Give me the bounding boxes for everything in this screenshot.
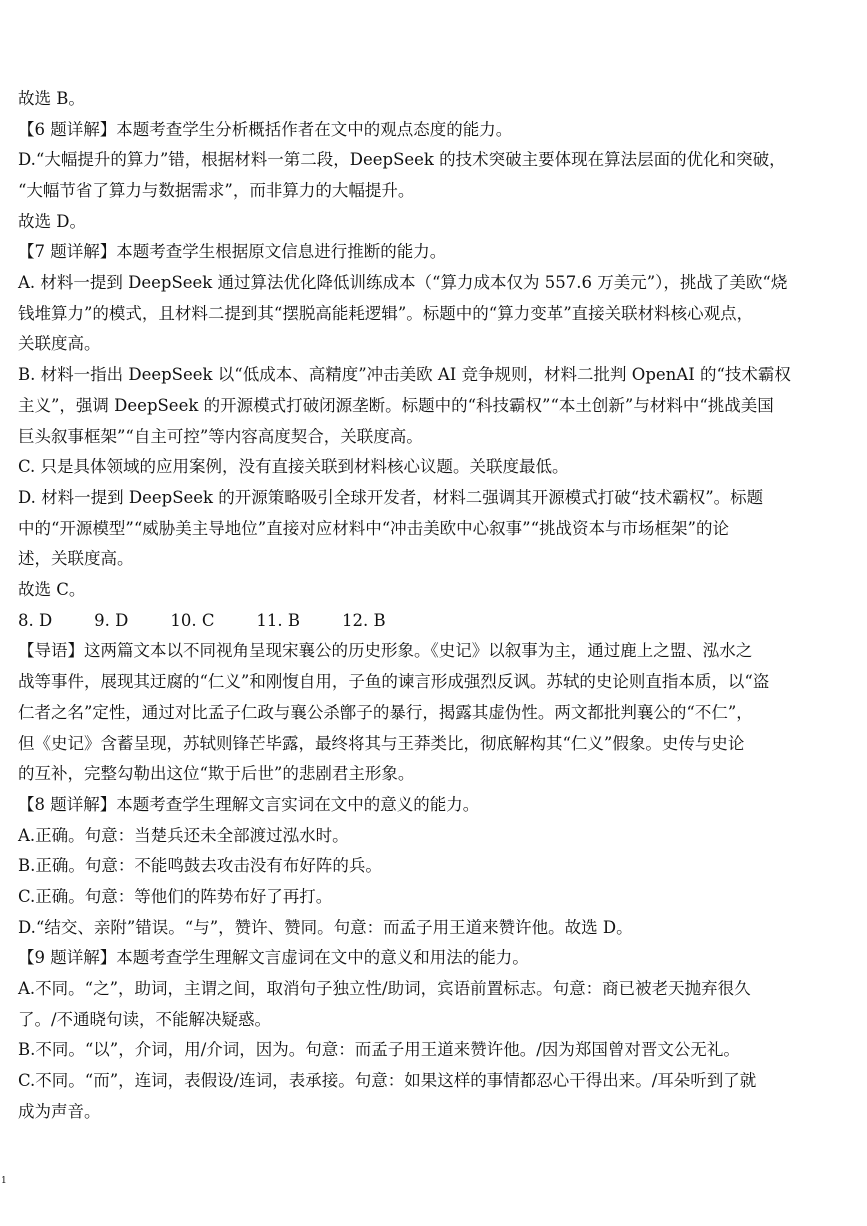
text-line: C.不同。“而”，连词，表假设/连词，表承接。句意：如果这样的事情都忍心干得出来。/耳朵听到了就 (18, 1071, 757, 1090)
answer-key-line: 8. D 9. D 10. C 11. B 12. B (18, 611, 386, 630)
text-line: 【导语】这两篇文本以不同视角呈现宋襄公的历史形象。《史记》以叙事为主，通过鹿上之盟、泓水之 (18, 641, 753, 660)
text-line: 【7 题详解】本题考查学生根据原文信息进行推断的能力。 (18, 242, 447, 261)
text-line: 的互补，完整勾勒出这位“欺于后世”的悲剧君主形象。 (18, 764, 415, 783)
text-line: C. 只是具体领域的应用案例，没有直接关联到材料核心议题。关联度最低。 (18, 457, 569, 476)
text-line: 【9 题详解】本题考查学生理解文言虚词在文中的意义和用法的能力。 (18, 948, 529, 967)
text-line: 关联度高。 (18, 334, 101, 353)
text-line: 【8 题详解】本题考查学生理解文言实词在文中的意义的能力。 (18, 795, 480, 814)
text-line: A.不同。“之”，助词，主谓之间，取消句子独立性/助词，宾语前置标志。句意：商已被老天抛弃很久 (18, 979, 751, 998)
text-line: A.正确。句意：当楚兵还未全部渡过泓水时。 (18, 826, 349, 845)
text-line: 战等事件，展现其迂腐的“仁义”和刚愎自用，子鱼的谏言形成强烈反讽。苏轼的史论则直指本质，以“盗 (18, 672, 770, 691)
text-line: 故选 C。 (18, 580, 86, 599)
text-line: D.“大幅提升的算力”错，根据材料一第二段，DeepSeek 的技术突破主要体现在算法层面的优化和突破， (18, 150, 786, 169)
text-line: 述，关联度高。 (18, 549, 134, 568)
text-line: B.正确。句意：不能鸣鼓去攻击没有布好阵的兵。 (18, 856, 382, 875)
text-line: 巨头叙事框架”“自主可控”等内容高度契合，关联度高。 (18, 427, 423, 446)
text-line: 钱堆算力”的模式，且材料二提到其“摆脱高能耗逻辑”。标题中的“算力变革”直接关联材料核心观点， (18, 304, 754, 323)
text-line: 但《史记》含蓄呈现，苏轼则锋芒毕露，最终将其与王莽类比，彻底解构其“仁义”假象。史传与史论 (18, 734, 745, 753)
text-line: A. 材料一提到 DeepSeek 通过算法优化降低训练成本（“算力成本仅为 557.6 万美元”），挑战了美欧“烧 (18, 273, 788, 292)
text-line: 故选 B。 (18, 89, 85, 108)
text-line: 中的“开源模型”“威胁美主导地位”直接对应材料中“冲击美欧中心叙事”“挑战资本与市场框架”的论 (18, 519, 729, 538)
text-line: D.“结交、亲附”错误。“与”，赞许、赞同。句意：而孟子用王道来赞许他。故选 D。 (18, 918, 633, 937)
text-line: 主义”，强调 DeepSeek 的开源模式打破闭源垄断。标题中的“科技霸权”“本土创新”与材料中“挑战美国 (18, 396, 774, 415)
text-line: B. 材料一指出 DeepSeek 以“低成本、高精度”冲击美欧 AI 竞争规则，材料二批判 OpenAI 的“技术霸权 (18, 365, 791, 384)
text-line: 【6 题详解】本题考查学生分析概括作者在文中的观点态度的能力。 (18, 120, 513, 139)
text-line: B.不同。“以”，介词，用/介词，因为。句意：而孟子用王道来赞许他。/因为郑国曾对晋文公无礼。 (18, 1040, 740, 1059)
text-line: D. 材料一提到 DeepSeek 的开源策略吸引全球开发者，材料二强调其开源模式打破“技术霸权”。标题 (18, 488, 764, 507)
text-line: 成为声音。 (18, 1102, 101, 1121)
text-line: “大幅节省了算力与数据需求”，而非算力的大幅提升。 (18, 181, 415, 200)
text-line: 仁者之名”定性，通过对比孟子仁政与襄公杀鄫子的暴行，揭露其虚伪性。两文都批判襄公的“不仁”， (18, 703, 753, 722)
text-line: 了。/不通晓句读，不能解决疑惑。 (18, 1010, 272, 1029)
margin-mark: 1 (1, 1176, 7, 1186)
text-line: C.正确。句意：等他们的阵势布好了再打。 (18, 887, 333, 906)
text-line: 故选 D。 (18, 212, 86, 231)
